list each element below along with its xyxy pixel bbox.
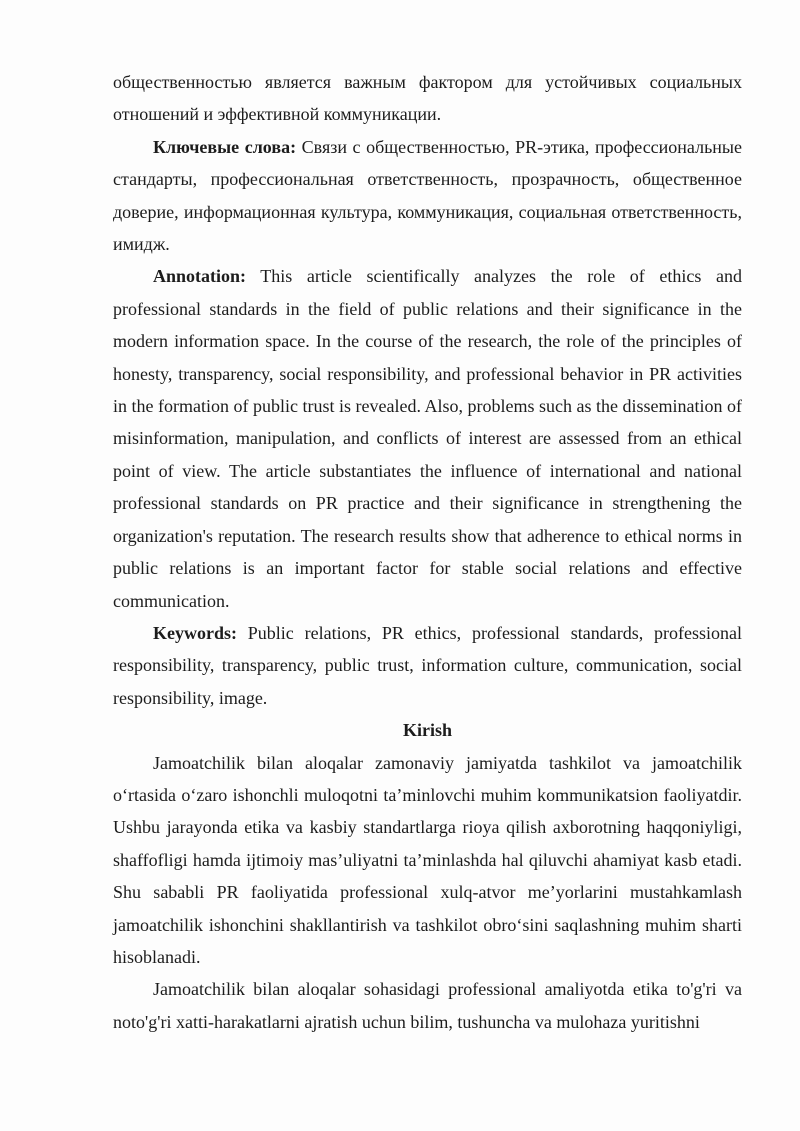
keywords-ru-label: Ключевые слова:	[153, 136, 297, 157]
intro-paragraph-2	[113, 973, 742, 1038]
keywords-ru-paragraph	[113, 131, 742, 261]
intro-2-text: Jamoatchilik bilan aloqalar sohasidagi professional amaliyotda etika to'g'ri va noto'g'ri xatti-harakatlarni ajratish uchun bilim, tushuncha va mulohaza yuritishni	[113, 979, 742, 1032]
keywords-en-label: Keywords:	[153, 622, 237, 643]
annotation-paragraph	[113, 260, 742, 616]
keywords-en-paragraph	[113, 617, 742, 714]
intro-1-text: Jamoatchilik bilan aloqalar zamonaviy jamiyatda tashkilot va jamoatchilik oʻrtasida oʻzaro ishonchli muloqotni ta’minlovchi muhim kommunikatsion faoliyatdir. Ushbu jarayonda etika va kasbiy standartlarga rioya qilish axborotning haqqoniyligi, shaffofligi hamda ijtimoiy mas’uliyatni ta’minlashda hal qiluvchi ahamiyat kasb etadi. Shu sababli PR faoliyatida professional xulq-atvor me’yorlarini mustahkamlash jamoatchilik ishonchini shakllantirish va tashkilot obroʻsini saqlashning muhim sharti hisoblanadi.	[113, 752, 742, 967]
keywords-ru-text: Связи с общественностью, PR-этика, профессиональные стандарты, профессиональная ответственность, прозрачность, общественное доверие, информационная культура, коммуникация, социальная ответственность, имидж.	[113, 136, 742, 255]
continuation-text: общественностью является важным фактором для устойчивых социальных отношений и эффективной коммуникации.	[113, 72, 742, 125]
keywords-en-text: Public relations, PR ethics, professional standards, professional responsibility, transparency, public trust, information culture, communication, social responsibility, image.	[113, 622, 742, 708]
section-heading-kirish: Kirish	[402, 720, 452, 741]
annotation-text: This article scientifically analyzes the role of ethics and professional standards in the field of public relations and their significance in the modern information space. In the course of the research, the role of the principles of honesty, transparency, social responsibility, and professional behavior in PR activities in the formation of public trust is revealed. Also, problems such as the dissemination of misinformation, manipulation, and conflicts of interest are assessed from an ethical point of view. The article substantiates the influence of international and national professional standards on PR practice and their significance in strengthening the organization's reputation. The research results show that adherence to ethical norms in public relations is an important factor for stable social relations and effective communication.	[113, 266, 742, 611]
intro-paragraph-1	[113, 747, 742, 974]
annotation-label: Annotation:	[153, 266, 247, 287]
continuation-paragraph	[113, 66, 742, 131]
